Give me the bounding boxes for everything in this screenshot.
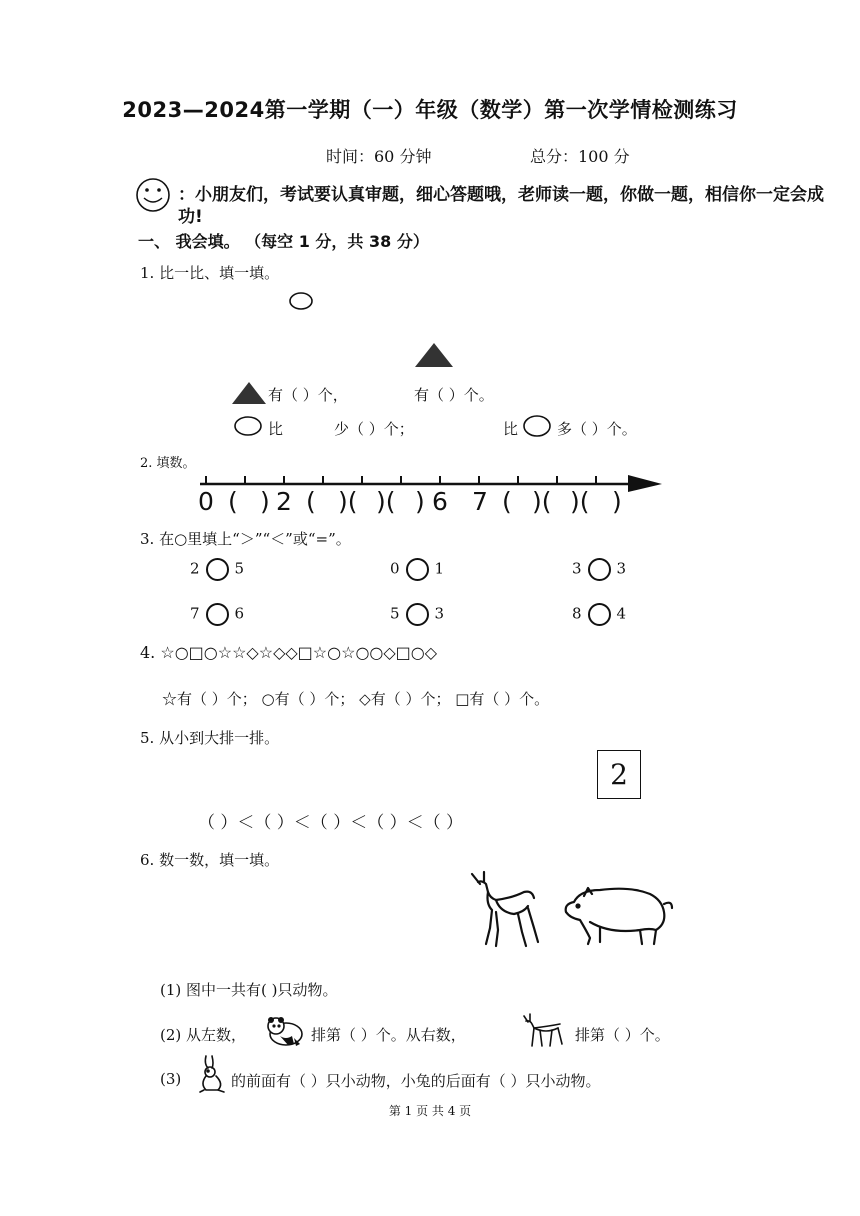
triangle-small-icon — [231, 381, 267, 405]
compare-circle-blank[interactable] — [406, 603, 429, 626]
compare-row-2a: 7 6 — [190, 603, 244, 626]
panda-icon — [264, 1014, 304, 1048]
compare-circle-blank[interactable] — [206, 558, 229, 581]
rabbit-icon — [196, 1054, 228, 1094]
q1-triangle-count: 有（ ）个， — [268, 386, 348, 404]
question-3-label: 3. 在○里填上“＞”“＜”或“=”。 — [140, 530, 351, 548]
page-title: 2023—2024第一学期（一）年级（数学）第一次学情检测练习 — [122, 98, 738, 122]
q6-sub2-prefix: (2) 从左数， — [160, 1026, 247, 1044]
q1-compare-word-2: 比 — [503, 420, 519, 438]
question-1-label: 1. 比一比、填一填。 — [140, 264, 280, 282]
time-label: 时间：60 分钟 — [326, 147, 432, 166]
compare-row-1b: 0 1 — [390, 558, 444, 581]
compare-circle-blank[interactable] — [206, 603, 229, 626]
numline-close-1: ) — [260, 487, 270, 516]
oval-small-icon — [233, 415, 263, 437]
numline-open-3: ( — [502, 487, 512, 516]
pig-icon — [560, 882, 676, 948]
oval-small-icon-2 — [522, 414, 552, 438]
numline-0: 0 — [198, 487, 214, 516]
smiley-face-icon — [134, 176, 172, 214]
compare-row-2b: 5 3 — [390, 603, 444, 626]
q4-answers: ☆有（ ）个； ○有（ ）个； ◇有（ ）个； □有（ ）个。 — [162, 690, 550, 708]
q6-sub3-text: 的前面有（ ）只小动物，小兔的后面有（ ）只小动物。 — [231, 1072, 601, 1090]
q1-compare-word-1: 比 — [268, 420, 284, 438]
numline-2: 2 — [276, 487, 292, 516]
numline-7: 7 — [472, 487, 488, 516]
question-6-label: 6. 数一数，填一填。 — [140, 851, 280, 869]
number-card: 2 — [597, 750, 641, 799]
compare-circle-blank[interactable] — [588, 603, 611, 626]
compare-circle-blank[interactable] — [406, 558, 429, 581]
q1-less-blank: 少（ ）个； — [334, 420, 414, 438]
deer-icon — [466, 868, 542, 948]
q6-sub3-prefix: (3) — [160, 1070, 182, 1088]
numline-open-2: ( — [306, 487, 316, 516]
numline-close-2: ) — [415, 487, 425, 516]
q1-second-count: 有（ ）个。 — [414, 386, 494, 404]
compare-row-1c: 3 3 — [572, 558, 626, 581]
numline-6: 6 — [432, 487, 448, 516]
question-5-label: 5. 从小到大排一排。 — [140, 729, 280, 747]
numline-mid-4: )( — [570, 487, 590, 516]
section-1-heading: 一、 我会填。 （每空 1 分，共 38 分） — [138, 232, 429, 251]
question-2-label: 2. 填数。 — [140, 456, 196, 471]
total-score-label: 总分：100 分 — [530, 147, 630, 166]
deer-small-icon — [520, 1012, 566, 1050]
q5-sequence: （ ）＜（ ）＜（ ）＜（ ）＜（ ） — [198, 813, 464, 833]
question-4-label: 4. ☆○□○☆☆◇☆◇◇□☆○☆○○◇□○◇ — [140, 643, 438, 662]
q6-sub2-suffix: 排第（ ）个。 — [575, 1026, 670, 1044]
numline-open-1: ( — [228, 487, 238, 516]
intro-instructions: ：小朋友们，考试要认真审题，细心答题哦，老师读一题，你做一题，相信你一定会成功! — [178, 185, 824, 227]
numline-close-3: ) — [612, 487, 622, 516]
q1-more-blank: 多（ ）个。 — [557, 420, 637, 438]
q6-sub1: (1) 图中一共有( )只动物。 — [160, 981, 338, 999]
compare-circle-blank[interactable] — [588, 558, 611, 581]
numline-mid-1: )( — [338, 487, 358, 516]
page-footer: 第 1 页 共 4 页 — [388, 1104, 472, 1118]
triangle-shape-icon — [413, 341, 455, 369]
numline-mid-2: )( — [376, 487, 396, 516]
compare-row-2c: 8 4 — [572, 603, 626, 626]
q6-sub2-middle: 排第（ ）个。从右数， — [311, 1026, 466, 1044]
compare-row-1a: 2 5 — [190, 558, 244, 581]
oval-shape-icon — [288, 291, 314, 311]
numline-mid-3: )( — [532, 487, 552, 516]
